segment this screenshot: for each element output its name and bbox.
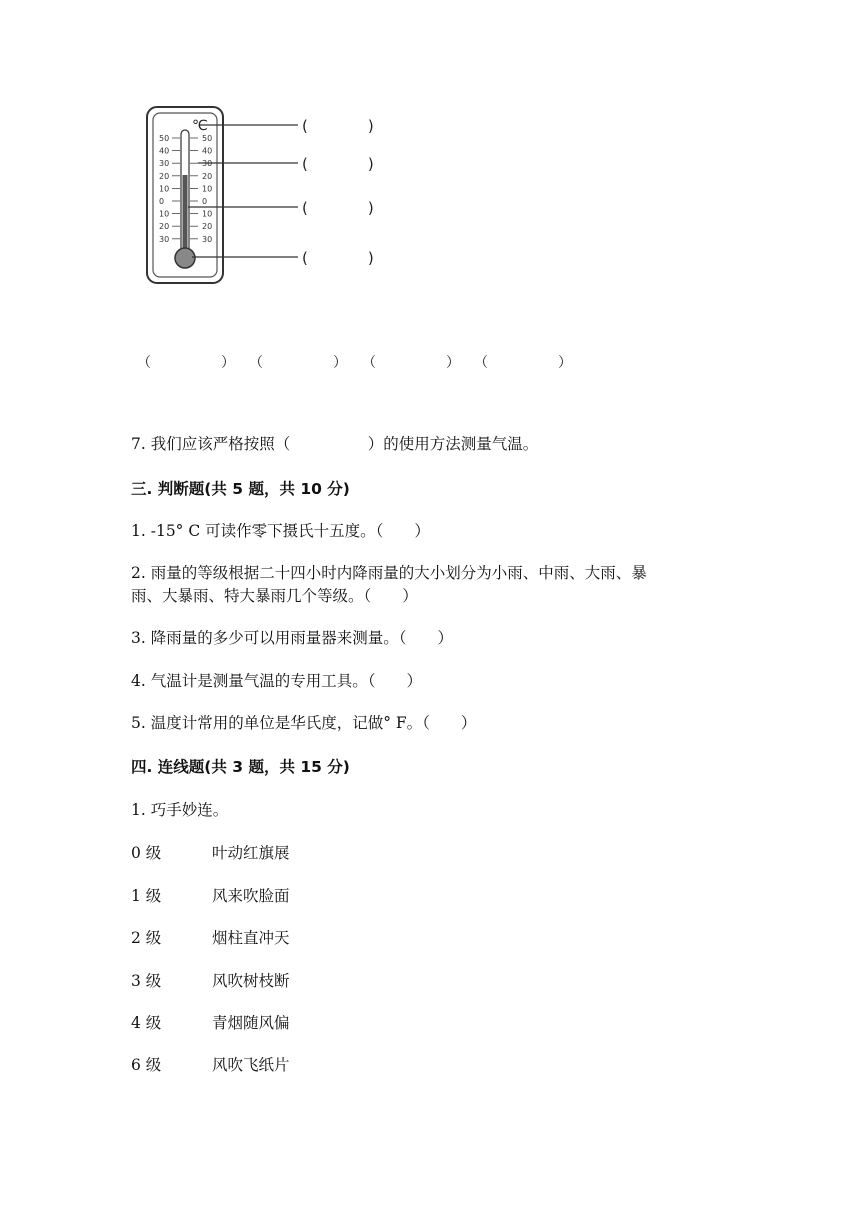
- right-scale-label: 10: [202, 209, 213, 219]
- right-scale-label: 30: [202, 234, 213, 244]
- judge-item-4: 4. 气温计是测量气温的专用工具。（ ）: [131, 672, 422, 690]
- judge-item-2-cont: 雨、大暴雨、特大暴雨几个等级。（ ）: [131, 587, 418, 605]
- judge-item-5: 5. 温度计常用的单位是华氏度，记做° F。（ ）: [131, 714, 477, 732]
- section-3-title: 三. 判断题(共 5 题，共 10 分): [131, 480, 350, 498]
- match-desc-4[interactable]: 青烟随风偏: [212, 1014, 290, 1032]
- answer-blank-3[interactable]: （ ）: [362, 355, 460, 371]
- judge-item-3: 3. 降雨量的多少可以用雨量器来测量。（ ）: [131, 629, 453, 647]
- match-desc-3[interactable]: 风吹树枝断: [212, 972, 290, 990]
- match-desc-0[interactable]: 叶动红旗展: [212, 844, 290, 862]
- match-level-2[interactable]: 2 级: [131, 929, 162, 947]
- judge-item-2: 2. 雨量的等级根据二十四小时内降雨量的大小划分为小雨、中雨、大雨、暴: [131, 564, 647, 582]
- match-desc-2[interactable]: 烟柱直冲天: [212, 929, 290, 947]
- right-scale-label: 50: [202, 134, 213, 143]
- unit-label: ℃: [192, 118, 208, 134]
- answer-blank-2[interactable]: （ ）: [249, 355, 347, 371]
- match-level-6[interactable]: 6 级: [131, 1056, 162, 1074]
- thermometer-diagram: [130, 100, 410, 290]
- label-blank-4: ( ): [302, 249, 374, 267]
- match-level-3[interactable]: 3 级: [131, 972, 162, 990]
- thermometer-mercury: [183, 175, 188, 255]
- match-desc-1[interactable]: 风来吹脸面: [212, 887, 290, 905]
- match-level-1[interactable]: 1 级: [131, 887, 162, 905]
- section-4-title: 四. 连线题(共 3 题，共 15 分): [131, 758, 350, 776]
- left-scale-label: 50: [159, 134, 170, 143]
- match-level-4[interactable]: 4 级: [131, 1014, 162, 1032]
- match-level-0[interactable]: 0 级: [131, 844, 162, 862]
- answer-blank-1[interactable]: （ ）: [137, 355, 235, 371]
- right-scale-label: 40: [202, 146, 213, 156]
- right-scale-label: 30: [202, 159, 213, 169]
- left-scale-label: 0: [159, 197, 165, 206]
- right-scale-label: 20: [202, 171, 213, 181]
- judge-item-1: 1. -15° C 可读作零下摄氏十五度。（ ）: [131, 522, 430, 540]
- right-scale-label: 10: [202, 184, 213, 194]
- label-blank-2: ( ): [302, 155, 374, 173]
- right-scale-label: 0: [202, 197, 208, 206]
- label-blank-3: ( ): [302, 199, 374, 217]
- label-blank-1: ( ): [302, 117, 374, 135]
- left-scale-label: 30: [159, 159, 170, 169]
- answer-blank-4[interactable]: （ ）: [474, 355, 572, 371]
- left-scale-label: 20: [159, 171, 170, 181]
- left-scale-label: 10: [159, 209, 170, 219]
- question-7: 7. 我们应该严格按照（ ）的使用方法测量气温。: [131, 435, 539, 453]
- match-desc-6[interactable]: 风吹飞纸片: [212, 1056, 290, 1074]
- thermometer-bulb: [175, 248, 195, 268]
- left-scale-label: 20: [159, 222, 170, 232]
- left-scale-label: 40: [159, 146, 170, 156]
- left-scale-label: 30: [159, 234, 170, 244]
- left-scale-label: 10: [159, 184, 170, 194]
- thermometer-figure: [130, 100, 410, 290]
- match-intro: 1. 巧手妙连。: [131, 801, 229, 819]
- right-scale-label: 20: [202, 222, 213, 232]
